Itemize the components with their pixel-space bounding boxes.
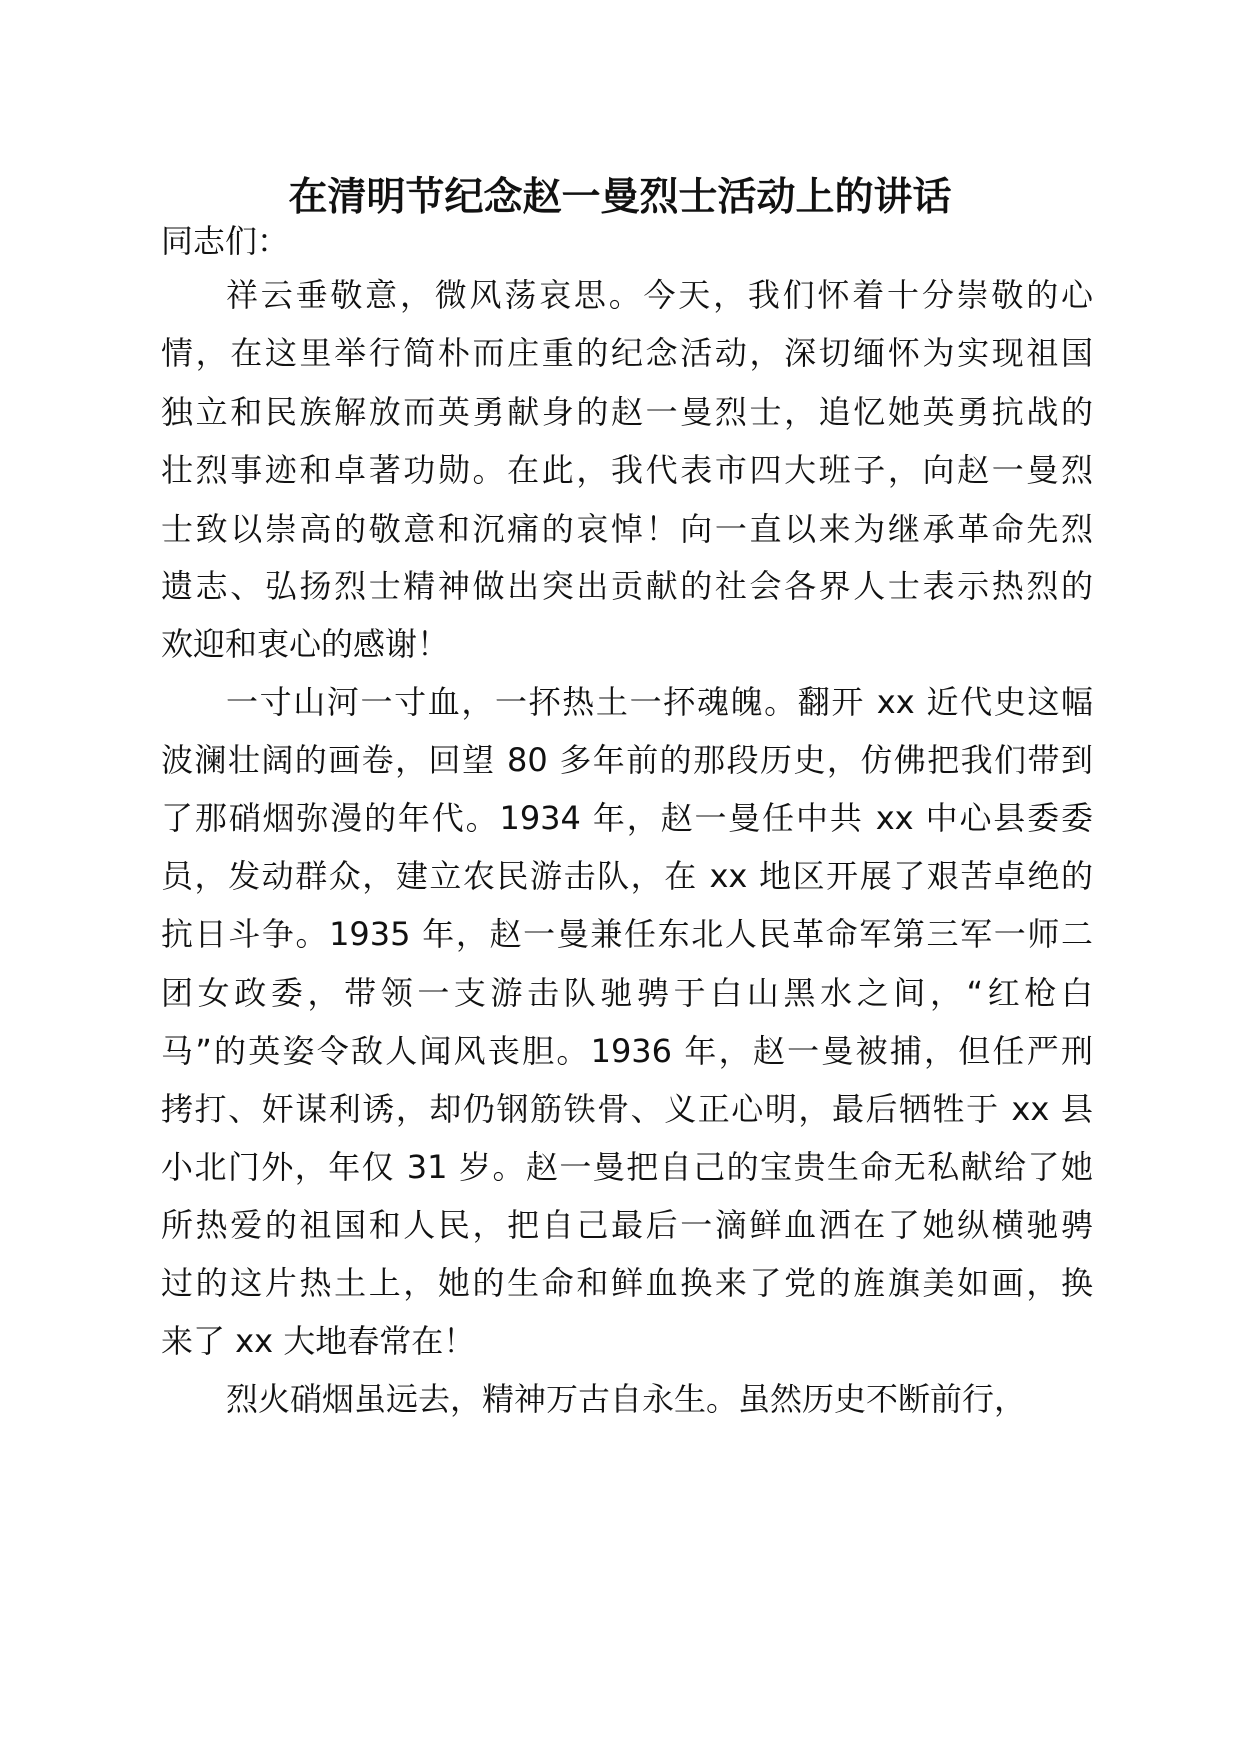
- paragraph-line: 壮烈事迹和卓著功勋。在此，我代表市四大班子，向赵一曼烈: [161, 451, 1093, 489]
- paragraph-line: 小北门外，年仅 31 岁。赵一曼把自己的宝贵生命无私献给了她: [161, 1148, 1093, 1186]
- salutation: 同志们：: [161, 222, 290, 260]
- paragraph-line: 所热爱的祖国和人民，把自己最后一滴鲜血洒在了她纵横驰骋: [161, 1206, 1093, 1244]
- paragraph-line: 马”的英姿令敌人闻风丧胆。1936 年，赵一曼被捕，但任严刑: [161, 1032, 1093, 1070]
- paragraph-line: 了那硝烟弥漫的年代。1934 年，赵一曼任中共 xx 中心县委委: [161, 799, 1093, 837]
- paragraph-line: 团女政委，带领一支游击队驰骋于白山黑水之间，“红枪白: [161, 974, 1093, 1012]
- paragraph-line: 烈火硝烟虽远去，精神万古自永生。虽然历史不断前行，: [226, 1380, 1027, 1418]
- paragraph-line: 祥云垂敬意，微风荡哀思。今天，我们怀着十分崇敬的心: [226, 276, 1093, 314]
- paragraph-line: 过的这片热土上，她的生命和鲜血换来了党的旌旗美如画，换: [161, 1264, 1093, 1302]
- paragraph-line: 员，发动群众，建立农民游击队，在 xx 地区开展了艰苦卓绝的: [161, 857, 1093, 895]
- paragraph-line: 来了 xx 大地春常在！: [161, 1322, 476, 1360]
- paragraph-line: 独立和民族解放而英勇献身的赵一曼烈士，追忆她英勇抗战的: [161, 393, 1093, 431]
- paragraph-line: 欢迎和衷心的感谢！: [161, 625, 450, 663]
- paragraph-line: 士致以崇高的敬意和沉痛的哀悼！向一直以来为继承革命先烈: [161, 510, 1093, 548]
- paragraph-line: 一寸山河一寸血，一抔热土一抔魂魄。翻开 xx 近代史这幅: [226, 683, 1093, 721]
- paragraph-line: 波澜壮阔的画卷，回望 80 多年前的那段历史，仿佛把我们带到: [161, 741, 1093, 779]
- paragraph-line: 抗日斗争。1935 年，赵一曼兼任东北人民革命军第三军一师二: [161, 915, 1093, 953]
- document-title: 在清明节纪念赵一曼烈士活动上的讲话: [288, 175, 952, 220]
- paragraph-line: 拷打、奸谋利诱，却仍钢筋铁骨、义正心明，最后牺牲于 xx 县: [161, 1090, 1093, 1128]
- paragraph-line: 遗志、弘扬烈士精神做出突出贡献的社会各界人士表示热烈的: [161, 567, 1093, 605]
- paragraph-line: 情，在这里举行简朴而庄重的纪念活动，深切缅怀为实现祖国: [161, 334, 1093, 372]
